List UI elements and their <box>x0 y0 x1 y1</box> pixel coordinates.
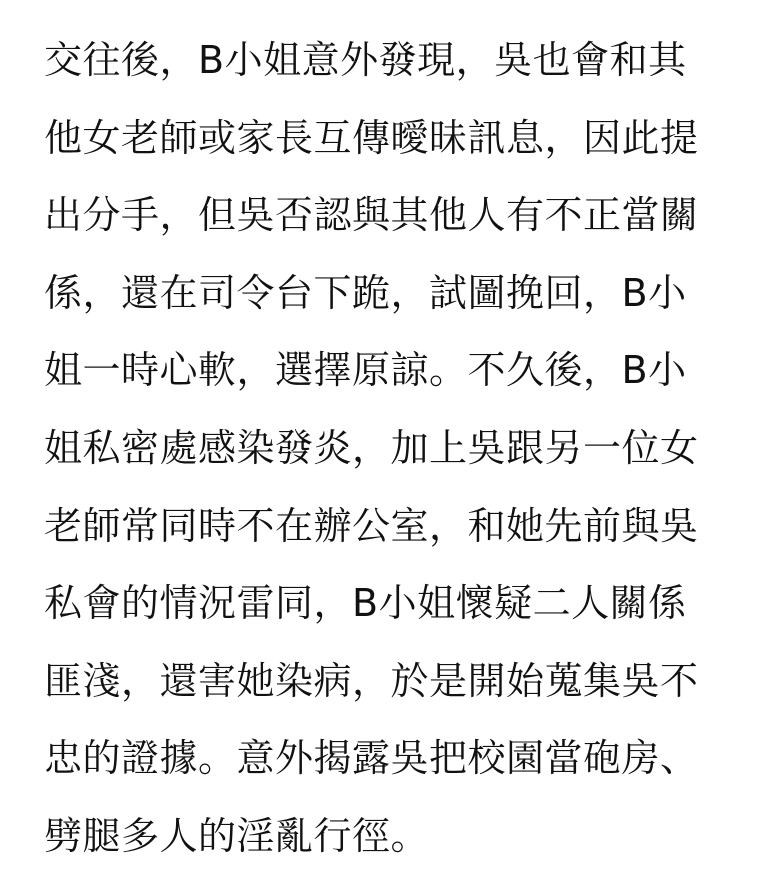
paragraph-line: 老師常同時不在辦公室，和她先前與吳 <box>44 503 699 548</box>
paragraph-line: 他女老師或家長互傳曖昧訊息，因此提 <box>44 115 699 160</box>
paragraph-line: 出分手，但吳否認與其他人有不正當關 <box>44 193 699 238</box>
paragraph-line: 交往後，B小姐意外發現，吳也會和其 <box>44 38 687 82</box>
paragraph-line: 匪淺，還害她染病，於是開始蒐集吳不 <box>44 658 699 703</box>
paragraph-line: 劈腿多人的淫亂行徑。 <box>44 813 430 858</box>
paragraph-line: 忠的證據。意外揭露吳把校園當砲房、 <box>44 736 699 781</box>
paragraph-line: 姐一時心軟，選擇原諒。不久後，B小 <box>44 348 687 393</box>
paragraph-line: 姐私密處感染發炎，加上吳跟另一位女 <box>44 425 699 470</box>
paragraph-line: 私會的情況雷同，B小姐懷疑二人關係 <box>44 581 687 626</box>
paragraph-line: 係，還在司令台下跪，試圖挽回，B小 <box>44 270 687 315</box>
article-body <box>44 28 744 882</box>
